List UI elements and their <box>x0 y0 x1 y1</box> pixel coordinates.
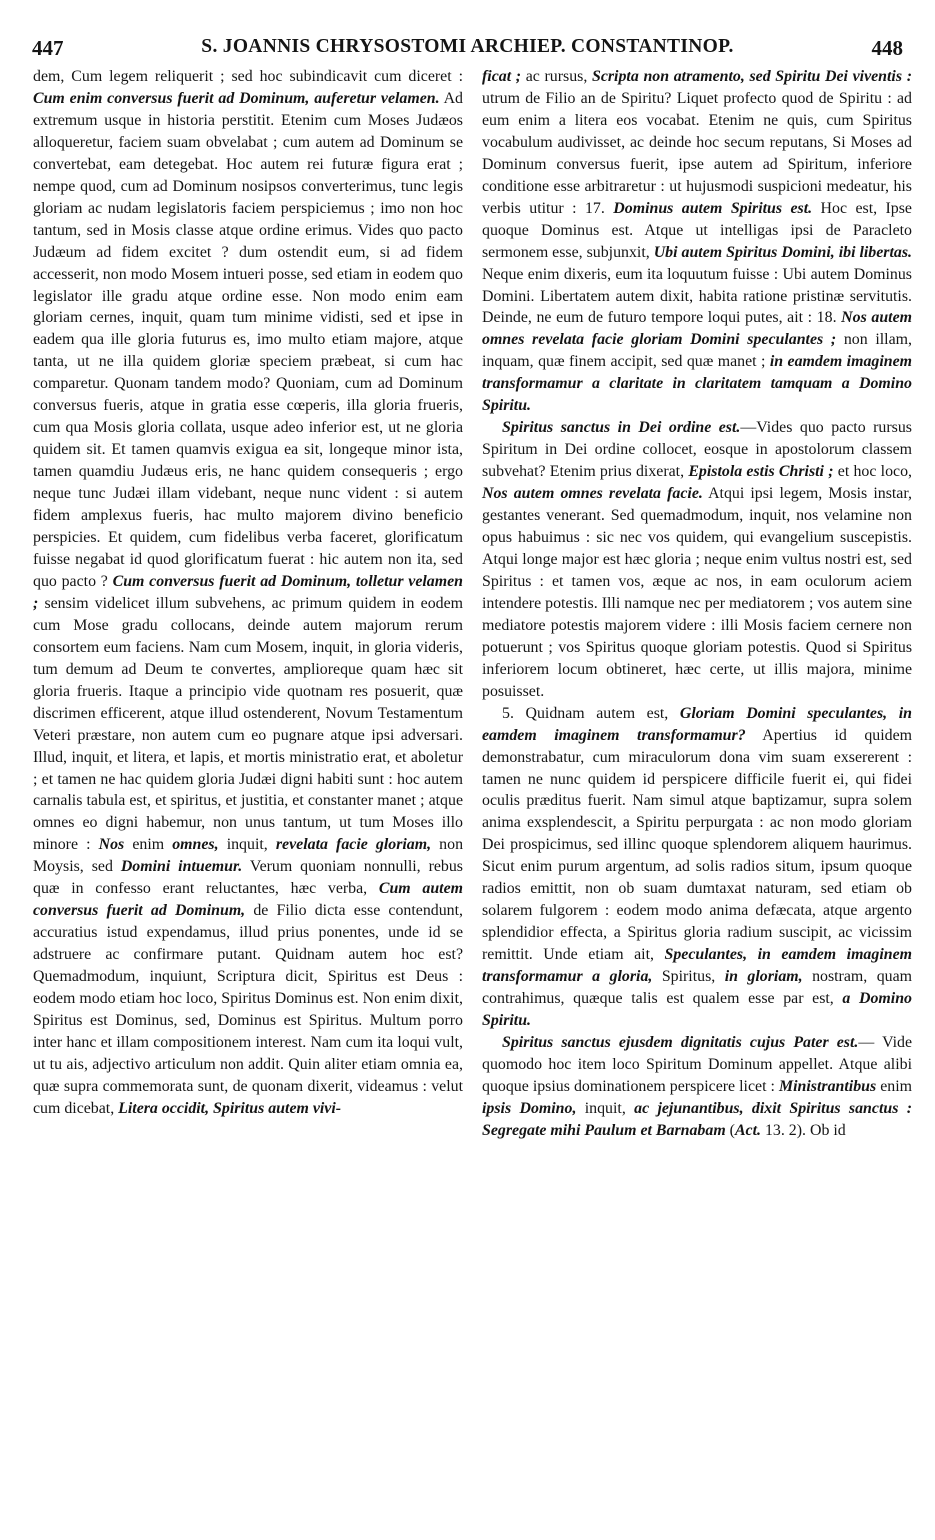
italic-text: omnes, <box>172 836 219 854</box>
italic-text: Nos autem omnes revelata facie gloriam Domini speculantes ; <box>482 309 912 349</box>
body-text: 13. 2). Ob id <box>761 1121 846 1139</box>
body-text: Neque enim dixeris, eum ita loquutum fuisse : Ubi autem Dominus Domini. Libertatem autem dixit, habita ratione pristinæ servitutis. Deinde, ne eum de futuro tempore loqui putes, ait : 18. <box>482 265 912 327</box>
running-title: S. JOANNIS CHRYSOSTOMI ARCHIEP. CONSTANTINOP. <box>201 36 734 57</box>
body-text: Apertius id quidem demonstrabatur, cum miraculorum dona vim suam exsererent : tamen ne nunc quidem id perspicere difficile fuerit ei, qui fidei oculis præditus fuerit. Nam simul atque baptizamur, supra solem anima exsplendescit, a Spiritu perpurgata : ac non modo gloriam Dei prospicimus, sed illinc quoque splendorem aliquem haurimus. Sicut enim purum argentum, ad solis radios situm, ipsum quoque radios emittit, non ob suam dumtaxat naturam, sed etiam ob solarem fulgorem : eodem modo anima defæcata, atque argento splendidior effecta, a Spiritus gloria radium suscipit, ac vicissim remittit. Unde etiam ait, <box>482 726 912 964</box>
italic-text: revelata facie gloriam, <box>275 836 432 854</box>
body-text: Verum quoniam nonnulli, rebus quæ in confesso erant reluctantes, hæc verba, <box>33 858 463 898</box>
body-text: de Filio dicta esse contendunt, accuratius istud expendamus, illud prius ponentes, unde id se adstruere ac confirmare putant. Quidnam autem hoc est? Quemadmodum, inquiunt, Scriptura dicit, Spiritus est Deus : eodem modo etiam hoc loco, Spiritus Dominus est. Non enim dixit, Spiritus est Dominus, sed, Dominus est Spiritus. Multum porro inter hanc et illam compositionem interest. Nam cum ita loqui vult, ut tu ais, adjectivo articulum non addit. Quin aliter etiam omnia ea, quæ supra commemorata sunt, de quonam dixerit, videamus : velut cum dicebat, <box>33 902 463 1117</box>
italic-text: ipsis Domino, <box>482 1099 577 1117</box>
body-text: —Vides quo pacto rursus Spiritum in Dei ordine collocet, eosque in apostolorum classem subvehat? Etenim prius dixerat, <box>482 419 912 481</box>
paragraph <box>33 66 463 1120</box>
body-text: Atqui ipsi legem, Mosis instar, gestantes venerant. Sed quemadmodum, inquit, nos velamine non opus habuimus : sic nec vos quidem, qui evangelium suscepistis. Atqui longe major est hæc gloria ; neque enim vultus nostri est, sed Spiritus : et tamen vos, æque ac nos, in eam oculorum aciem intendere potestis. Illi namque nec per mediatorem ; vos autem sine mediatore potestis majorem videre : illi Mosis faciem cernere non potuerunt ; vos Spiritus quoque gloriam potestis. Quod si Spiritus inferiorem locum obtineret, hæc certe, ut illis majora, minime posuisset. <box>482 485 912 700</box>
italic-text: Scripta non atramento, sed Spiritu Dei viventis : <box>591 68 912 85</box>
italic-text: Nos <box>98 836 125 854</box>
italic-text: Cum enim conversus fuerit ad Dominum, auferetur velamen. <box>33 89 440 107</box>
body-text: sensim videlicet illum subvehens, ac primum quidem in eodem cum Mose gradu collocans, deinde autem majorum rerum consortem eum faciens. Nam cum Mosem, inquit, in gloria videris, tum demum ad Deum te convertes, amplioreque quam hæc sit gloria frueris. Itaque a principio vide quotnam res posuerit, quæ discrimen efficerent, atque illud ostenderent, Novum Testamentum Veteri præstare, non autem cum eo pugnare atque ipsi adversari. Illud, inquit, et litera, et lapis, et mortis ministratio erat, et aboletur ; et tamen ne hac quidem gloria Judæi digni habiti sunt : hoc autem carnalis tabula est, et spiritus, et justitia, et constanter manet ; atque omnes eo digni habemur, non unus tantum, ut tum Moses illo minore : <box>33 594 463 854</box>
body-text: Hoc est, Ipse quoque Dominus est. Atque ut intelligas ipsi de Paracleto sermonem esse, subjunxit, <box>482 199 912 261</box>
body-text: inquit, <box>218 836 276 854</box>
italic-text: ac jejunantibus, dixit Spiritus sanctus : Segregate mihi Paulum et Barnabam <box>482 1099 912 1139</box>
paragraph <box>482 417 912 702</box>
italic-text: ficat ; <box>482 68 522 85</box>
paragraph <box>482 1032 912 1142</box>
body-text: inquit, <box>576 1099 635 1117</box>
italic-text: Cum autem conversus fuerit ad Dominum, <box>33 880 463 920</box>
body-text: non illam, inquam, quæ finem accipit, sed quæ manet ; <box>482 331 912 371</box>
italic-text: Act. <box>734 1121 761 1139</box>
body-text: utrum de Filio an de Spiritu? Liquet profecto quod de Spiritu : ad eum enim a litera eos vocabat. Etenim ne quis, cum Spiritus vocabulum audivisset, ac deinde hoc secum reputans, Si Moses ad Dominum conversus fuerit, ipse autem ad Spiritum, inferiore conditione esse arbitraretur : ut hujusmodi suspicioni medeatur, his verbis utitur : 17. <box>482 89 912 217</box>
body-text: Spiritus, <box>652 968 725 986</box>
body-text: nostram, quam contrahimus, quæque talis est qualem esse par est, <box>482 968 912 1008</box>
italic-text: Cum conversus fuerit ad Dominum, tolletur velamen ; <box>33 572 463 612</box>
body-text: enim <box>876 1077 912 1095</box>
italic-text: Ministrantibus <box>779 1077 877 1095</box>
body-text: ac rursus, <box>521 68 592 85</box>
body-text: ( <box>725 1121 735 1139</box>
page-header <box>32 36 903 62</box>
italic-text: Gloriam Domini speculantes, in eamdem imaginem transformamur? <box>482 704 912 744</box>
body-text: et hoc loco, <box>833 463 913 481</box>
italic-text: Litera occidit, Spiritus autem vivi- <box>118 1099 342 1117</box>
body-text: non Moysis, sed <box>33 836 464 876</box>
page-number-left: 447 <box>32 36 64 60</box>
italic-text: Spiritus sanctus ejusdem dignitatis cujus Pater est. <box>502 1033 859 1051</box>
body-text: dem, Cum legem reliquerit ; sed hoc subindicavit cum diceret : <box>33 68 463 85</box>
italic-text: Spiritus sanctus in Dei ordine est. <box>502 419 741 437</box>
italic-text: a Domino Spiritu. <box>482 990 912 1029</box>
paragraph <box>482 66 912 417</box>
page-number-right: 448 <box>871 36 903 60</box>
body-text: Ad extremum usque in historia perstitit. Etenim cum Moses Judæos alloqueretur, faciem suam obvelabat ; cum autem ad Dominum se convertebat, eam detegebat. Hoc autem rei futuræ figura erat ; nempe quod, cum ad Dominum nosipsos converterimus, tunc legis gloriam ac nudam legislatoris faciem perspiciemus ; imo non hoc tantum, sed in Mosis classe atque ordine erimus. Vides quo pacto Judæum ad fidem excitet ? dum ostendit eum, si ad fidem accesserit, non modo Mosem intueri posse, sed etiam in eodem quo legislator ille gradu atque ordine esse. Non modo enim eam gloriam cernes, inquit, quam tum minime vidisti, sed et ipse in eadem qua ille gloria futurus es, imo multo etiam majore, atque tanta, ut ne illa quidem gloriæ speciem præbeat, si cum hac comparetur. Quonam tandem modo? Quoniam, cum ad Dominum conversus fueris, atque in gratia esse cœperis, illa gloria frueris, cum qua Mosis gloria collata, usque adeo inferior est, ut ne gloria quidem sit. Et tamen quamvis exigua ea sit, longeque minor ista, tamen quamdiu Judæus eris, ne hanc quidem consequeris ; ergo neque tunc Judæi illam videbant, neque nunc vident : si autem fidem amplexus fueris, hac multo majorem divino beneficio perspicies. Et quidem, cum fidelibus verba faceret, glorificatum fuisse negabat id quod glorificatum fuerat : hic autem non ita, sed quo pacto ? <box>33 89 463 590</box>
left-column <box>33 66 463 1120</box>
body-text: — Vide quomodo hoc item loco Spiritum Dominum appellet. Atque alibi quoque ipsius dominationem perspicere licet : <box>482 1033 913 1095</box>
italic-text: Ubi autem Spiritus Domini, ibi libertas. <box>653 243 912 261</box>
italic-text: Nos autem omnes revelata facie. <box>482 485 703 503</box>
body-text: 5. Quidnam autem est, <box>502 704 680 722</box>
body-text: enim <box>124 836 173 854</box>
right-column <box>482 66 912 1142</box>
paragraph <box>482 703 912 1032</box>
italic-text: Dominus autem Spiritus est. <box>613 199 813 217</box>
italic-text: in eamdem imaginem transformamur a claritate in claritatem tamquam a Domino Spiritu. <box>482 353 912 415</box>
italic-text: Epistola estis Christi ; <box>688 463 834 481</box>
italic-text: in gloriam, <box>724 968 803 986</box>
italic-text: Domini intuemur. <box>120 858 243 876</box>
italic-text: Speculantes, in eamdem imaginem transformamur a gloria, <box>482 946 912 986</box>
